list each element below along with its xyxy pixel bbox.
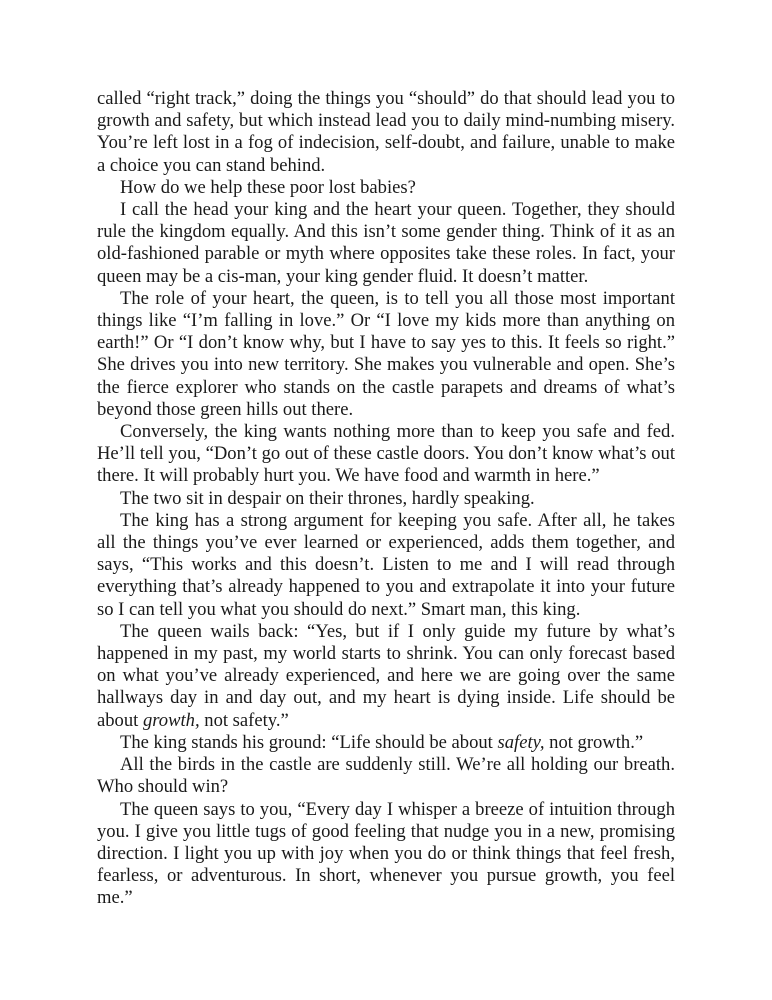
- paragraph-text: The queen wails back: “Yes, but if I only guide my future by what’s happened in my past, my world starts to shrink. You can only forecast based on what you’ve already experienced, and here we are going over the same hallways day in and day out, and my heart is dying inside. Life should be about: [97, 620, 675, 731]
- paragraph: [97, 754, 675, 798]
- paragraph-text: Conversely, the king wants nothing more than to keep you safe and fed. He’ll tell you, “Don’t go out of these castle doors. You don’t know what’s out there. It will probably hurt you. We have food and warmth in here.”: [97, 421, 675, 487]
- paragraph-text: The king stands his ground: “Life should be about: [120, 731, 498, 753]
- paragraph: [97, 621, 675, 732]
- body-text: [97, 88, 675, 910]
- paragraph: [97, 199, 675, 288]
- italic-text: safety,: [497, 731, 545, 753]
- paragraph: [97, 732, 675, 754]
- paragraph-text: called “right track,” doing the things you “should” do that should lead you to growth and safety, but which instead lead you to daily mind-numbing misery. You’re left lost in a fog of indecision, self-doubt, and failure, unable to make a choice you can stand behind.: [97, 88, 675, 176]
- paragraph: [97, 421, 675, 488]
- paragraph-text: The queen says to you, “Every day I whisper a breeze of intuition through you. I give you little tugs of good feeling that nudge you in a new, promising direction. I light you up with joy when you do or think things that feel fresh, fearless, or adventurous. In short, whenever you pursue growth, you feel me.”: [97, 798, 675, 909]
- paragraph: [97, 510, 675, 621]
- paragraph-text: All the birds in the castle are suddenly still. We’re all holding our breath. Who should win?: [97, 754, 675, 798]
- paragraph: [97, 177, 675, 199]
- paragraph-text: not growth.”: [544, 731, 644, 753]
- paragraph-text: not safety.”: [199, 709, 289, 731]
- paragraph: [97, 88, 675, 177]
- paragraph-text: How do we help these poor lost babies?: [120, 176, 416, 198]
- paragraph: [97, 488, 675, 510]
- paragraph: [97, 799, 675, 910]
- paragraph: [97, 288, 675, 421]
- paragraph-text: The two sit in despair on their thrones, hardly speaking.: [120, 487, 535, 509]
- paragraph-text: The king has a strong argument for keeping you safe. After all, he takes all the things you’ve ever learned or experienced, adds them together, and says, “This works and this doesn’t. Listen to me and I will read through everything that’s already happened to you and extrapolate it into your future so I can tell you what you should do next.” Smart man, this king.: [97, 509, 675, 620]
- paragraph-text: The role of your heart, the queen, is to tell you all those most important things like “I’m falling in love.” Or “I love my kids more than anything on earth!” Or “I don’t know why, but I have to say yes to this. It feels so right.” She drives you into new territory. She makes you vulnerable and open. She’s the fierce explorer who stands on the castle parapets and dreams of what’s beyond those green hills out there.: [97, 287, 675, 420]
- paragraph-text: I call the head your king and the heart your queen. Together, they should rule the kingdom equally. And this isn’t some gender thing. Think of it as an old-fashioned parable or myth where opposites take these roles. In fact, your queen may be a cis-man, your king gender fluid. It doesn’t matter.: [97, 199, 675, 287]
- italic-text: growth,: [142, 709, 200, 731]
